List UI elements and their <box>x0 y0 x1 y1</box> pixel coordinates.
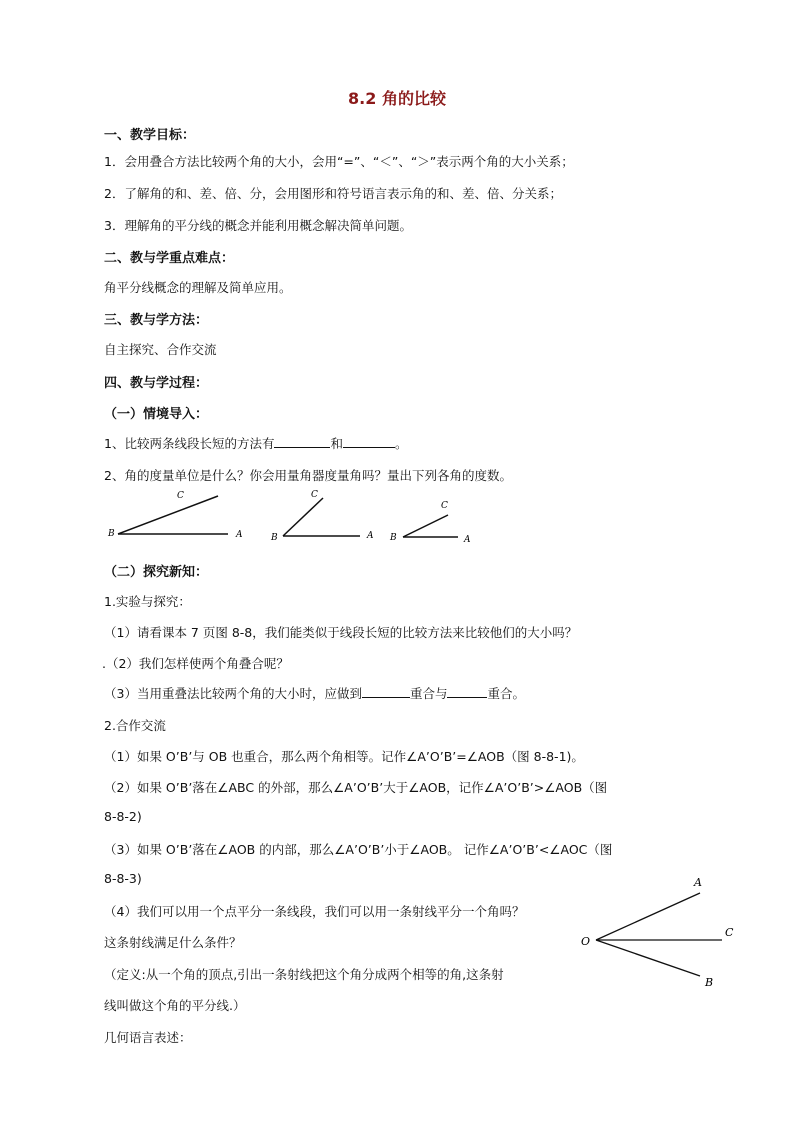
ray-ob <box>596 940 700 976</box>
part-1-heading: （一）情境导入： <box>104 407 209 422</box>
question-2: 2、角的度量单位是什么？你会用量角器度量角吗？量出下列各角的度数。 <box>104 468 512 483</box>
step-1-q3-text-a: （3）当用重叠法比较两个角的大小时，应做到 <box>104 686 362 701</box>
step-2-item-2-cont: 8-8-2) <box>104 809 142 824</box>
blank-4[interactable] <box>447 685 487 698</box>
section-3-text: 自主探究、合作交流 <box>104 342 217 357</box>
step-2-item-3: （3）如果 O’B’落在∠AOB 的内部，那么∠A’O’B’小于∠AOB。 记作∠A’O’B’<∠AOC（图 <box>104 842 613 857</box>
step-2-item-2: （2）如果 O’B’落在∠ABC 的外部，那么∠A’O’B’大于∠AOB，记作∠A’O’B’>∠AOB（图 <box>104 780 608 795</box>
question-1-text-c: 。 <box>394 436 408 451</box>
label-b-2: B <box>271 533 278 543</box>
step-2-item-4-cont: 这条射线满足什么条件？ <box>104 935 242 950</box>
label-b-3: B <box>390 533 397 543</box>
definition-line-2: 线叫做这个角的平分线.） <box>104 998 246 1013</box>
question-1-text-b: 和 <box>330 436 343 451</box>
ray-oa <box>596 893 700 940</box>
step-2-item-4: （4）我们可以用一个点平分一条线段，我们可以用一条射线平分一个角吗？ <box>104 904 525 919</box>
ray-bc-1 <box>118 496 218 534</box>
section-1-heading: 一、教学目标： <box>104 128 196 143</box>
label-b-1: B <box>108 529 115 539</box>
page-title: 8.2 角的比较 <box>348 89 446 108</box>
angle-figure-1 <box>118 496 228 534</box>
objective-3: 3．理解角的平分线的概念并能利用概念解决简单问题。 <box>104 218 412 233</box>
section-4-heading: 四、教与学过程： <box>104 376 209 391</box>
angle-figure-3 <box>403 515 458 537</box>
step-1-q1: （1）请看课本 7 页图 8-8，我们能类似于线段长短的比较方法来比较他们的大小吗？ <box>104 625 578 640</box>
label-a-1: A <box>236 530 243 540</box>
label-b: B <box>705 976 714 989</box>
part-2-heading: （二）探究新知： <box>104 565 209 580</box>
step-1-q3-text-b: 重合与 <box>409 686 448 701</box>
angle-figure-2 <box>283 498 360 536</box>
section-2-heading: 二、教与学重点难点： <box>104 251 235 266</box>
step-1-q3-text-c: 重合。 <box>487 686 525 701</box>
step-2-item-1: （1）如果 O’B’与 OB 也重合，那么两个角相等。记作∠A’O’B’=∠AOB（图 8-8-1)。 <box>104 749 584 764</box>
definition-line-1: （定义:从一个角的顶点,引出一条射线把这个角分成两个相等的角,这条射 <box>104 967 504 982</box>
label-a: A <box>694 876 702 889</box>
step-1-title: 1.实验与探究： <box>104 594 191 609</box>
label-a-3: A <box>464 535 471 545</box>
label-a-2: A <box>367 531 374 541</box>
objective-1: 1．会用叠合方法比较两个角的大小，会用“=”、“＜”、“＞”表示两个角的大小关系； <box>104 154 574 169</box>
section-3-heading: 三、教与学方法： <box>104 313 209 328</box>
question-1 <box>104 434 408 452</box>
blank-2[interactable] <box>343 435 395 448</box>
label-c: C <box>725 926 734 939</box>
angle-figures <box>100 486 480 552</box>
blank-3[interactable] <box>362 685 410 698</box>
label-o: O <box>581 935 591 948</box>
geometric-language: 几何语言表述： <box>104 1030 192 1045</box>
angle-bisector-figure <box>576 872 742 994</box>
step-2-item-3-cont: 8-8-3) <box>104 871 142 886</box>
ray-bc-3 <box>403 515 448 537</box>
step-1-q2: .（2）我们怎样使两个角叠合呢？ <box>102 656 289 671</box>
objective-2: 2．了解角的和、差、倍、分，会用图形和符号语言表示角的和、差、倍、分关系； <box>104 186 562 201</box>
blank-1[interactable] <box>274 435 330 448</box>
label-c-3: C <box>441 501 448 511</box>
step-1-q3 <box>104 684 525 702</box>
step-2-title: 2.合作交流 <box>104 718 166 733</box>
ray-bc-2 <box>283 498 323 536</box>
section-2-text: 角平分线概念的理解及简单应用。 <box>104 280 292 295</box>
label-c-1: C <box>177 491 184 501</box>
question-1-text-a: 1、比较两条线段长短的方法有 <box>104 436 275 451</box>
label-c-2: C <box>311 490 318 500</box>
